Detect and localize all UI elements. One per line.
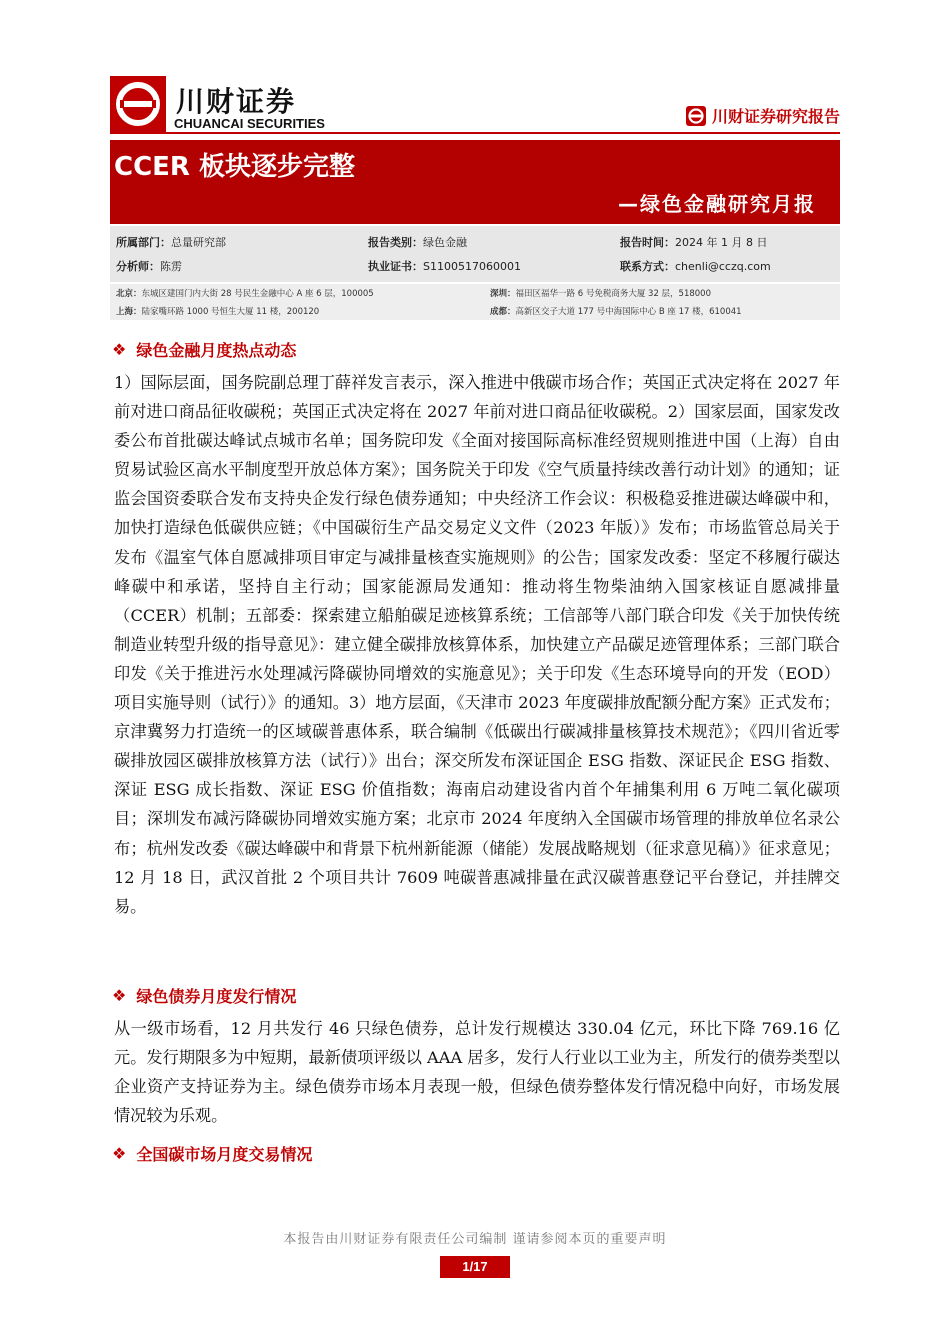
section-heading-carbon-market — [112, 1142, 312, 1165]
certificate-label: 执业证书： — [368, 260, 423, 273]
chuancai-small-logo-icon — [686, 106, 706, 126]
chuancai-logo-icon — [110, 76, 166, 132]
diamond-bullet-icon: ❖ — [112, 986, 127, 1005]
diamond-bullet-icon: ❖ — [112, 1144, 127, 1163]
report-tag-label: 川财证券研究报告 — [711, 107, 840, 126]
title-banner — [110, 140, 840, 224]
category-field — [368, 234, 467, 250]
contact-email: chenli@cczq.com — [675, 260, 771, 273]
address-beijing-label: 北京： — [116, 289, 142, 299]
department-field — [116, 234, 226, 250]
date-label: 报告时间： — [620, 236, 675, 249]
contact-field — [620, 258, 771, 274]
address-beijing-value: 东城区建国门内大街 28 号民生金融中心 A 座 6 层，100005 — [141, 289, 374, 299]
report-header — [110, 70, 840, 134]
report-type-tag — [686, 104, 840, 127]
category-value: 绿色金融 — [423, 236, 467, 249]
diamond-bullet-icon: ❖ — [112, 340, 127, 359]
address-chengdu-label: 成都： — [490, 307, 516, 317]
section-heading-green-bonds — [112, 984, 296, 1007]
report-subtitle: —绿色金融研究月报 — [618, 192, 816, 216]
section-heading-hot-topics — [112, 338, 296, 361]
logo-english-name: CHUANCAI SECURITIES — [174, 116, 325, 131]
address-shenzhen-label: 深圳： — [490, 289, 516, 299]
certificate-value: S1100517060001 — [423, 260, 521, 273]
date-value: 2024 年 1 月 8 日 — [675, 236, 768, 249]
report-meta-block — [110, 226, 840, 282]
address-chengdu — [490, 305, 742, 317]
address-shanghai-label: 上海： — [116, 307, 142, 317]
address-chengdu-value: 高新区交子大道 177 号中海国际中心 B 座 17 楼，610041 — [515, 307, 742, 317]
address-beijing — [116, 287, 374, 299]
footer-disclaimer: 本报告由川财证券有限责任公司编制 谨请参阅本页的重要声明 — [283, 1232, 667, 1247]
address-shenzhen — [490, 287, 711, 299]
date-field — [620, 234, 767, 250]
header-divider — [110, 132, 840, 134]
certificate-field — [368, 258, 521, 274]
page-number: 1/17 — [440, 1256, 510, 1278]
hot-topics-paragraph: 1）国际层面，国务院副总理丁薛祥发言表示，深入推进中俄碳市场合作；英国正式决定将在 2027 年前对进口商品征收碳税；英国正式决定将在 2027 年前对进口商品征收碳税。2）国家层面，国家发改委公布首批碳达峰试点城市名单；国务院印发《全面对接国际高标准经贸规则推进中国（上海）自由贸易试验区高水平制度型开放总体方案》；国务院关于印发《空气质量持续改善行动计划》的通知；证监会国资委联合发布支持央企发行绿色债券通知；中央经济工作会议：积极稳妥推进碳达峰碳中和，加快打造绿色低碳供应链；《中国碳衍生产品交易定义文件（2023 年版）》发布；市场监管总局关于发布《温室气体自愿减排项目审定与减排量核查实施规则》的公告；国家发改委：坚定不移履行碳达峰碳中和承诺，坚持自主行动；国家能源局发通知：推动将生物柴油纳入国家核证自愿减排量（CCER）机制；五部委：探索建立船舶碳足迹核算系统；工信部等八部门联合印发《关于加快传统制造业转型升级的指导意见》：建立健全碳排放核算体系，加快建立产品碳足迹管理体系；三部门联合印发《关于推进污水处理减污降碳协同增效的实施意见》；关于印发《生态环境导向的开发（EOD）项目实施导则（试行）》的通知。3）地方层面，《天津市 2023 年度碳排放配额分配方案》正式发布；京津冀努力打造统一的区域碳普惠体系，联合编制《低碳出行碳减排量核算技术规范》；《四川省近零碳排放园区碳排放核算方法（试行）》出台；深交所发布深证国企 ESG 指数、深证民企 ESG 指数、深证 ESG 成长指数、深证 ESG 价值指数；海南启动建设省内首个年捕集利用 6 万吨二氧化碳项目；深圳发布减污降碳协同增效实施方案；北京市 2024 年度纳入全国碳市场管理的排放单位名录公布；杭州发改委《碳达峰碳中和背景下杭州新能源（储能）发展战略规划（征求意见稿）》征求意见；12 月 18 日，武汉首批 2 个项目共计 7609 吨碳普惠减排量在武汉碳普惠登记平台登记，并挂牌交易。 — [114, 373, 840, 916]
address-shanghai — [116, 305, 319, 317]
department-value: 总量研究部 — [171, 236, 226, 249]
analyst-field — [116, 258, 182, 274]
office-addresses — [110, 284, 840, 320]
report-title: CCER 板块逐步完整 — [114, 152, 355, 182]
department-label: 所属部门： — [116, 236, 171, 249]
category-label: 报告类别： — [368, 236, 423, 249]
section-heading-text: 绿色债券月度发行情况 — [136, 987, 297, 1006]
address-shenzhen-value: 福田区福华一路 6 号免税商务大厦 32 层，518000 — [515, 289, 711, 299]
section-heading-text: 全国碳市场月度交易情况 — [136, 1145, 313, 1164]
green-bonds-paragraph: 从一级市场看，12 月共发行 46 只绿色债券，总计发行规模达 330.04 亿元，环比下降 769.16 亿元。发行期限多为中短期，最新债项评级以 AAA 居多，发行人行业以工业为主，所发行的债券类型以企业资产支持证券为主。绿色债券市场本月表现一般，但绿色债券整体发行情况稳中向好，市场发展情况较为乐观。 — [114, 1019, 840, 1126]
contact-label: 联系方式： — [620, 260, 675, 273]
analyst-value: 陈雳 — [160, 260, 182, 273]
section-heading-text: 绿色金融月度热点动态 — [136, 341, 297, 360]
address-shanghai-value: 陆家嘴环路 1000 号恒生大厦 11 楼，200120 — [141, 307, 320, 317]
logo-chinese-name: 川财证券 — [176, 85, 297, 118]
analyst-label: 分析师： — [116, 260, 160, 273]
